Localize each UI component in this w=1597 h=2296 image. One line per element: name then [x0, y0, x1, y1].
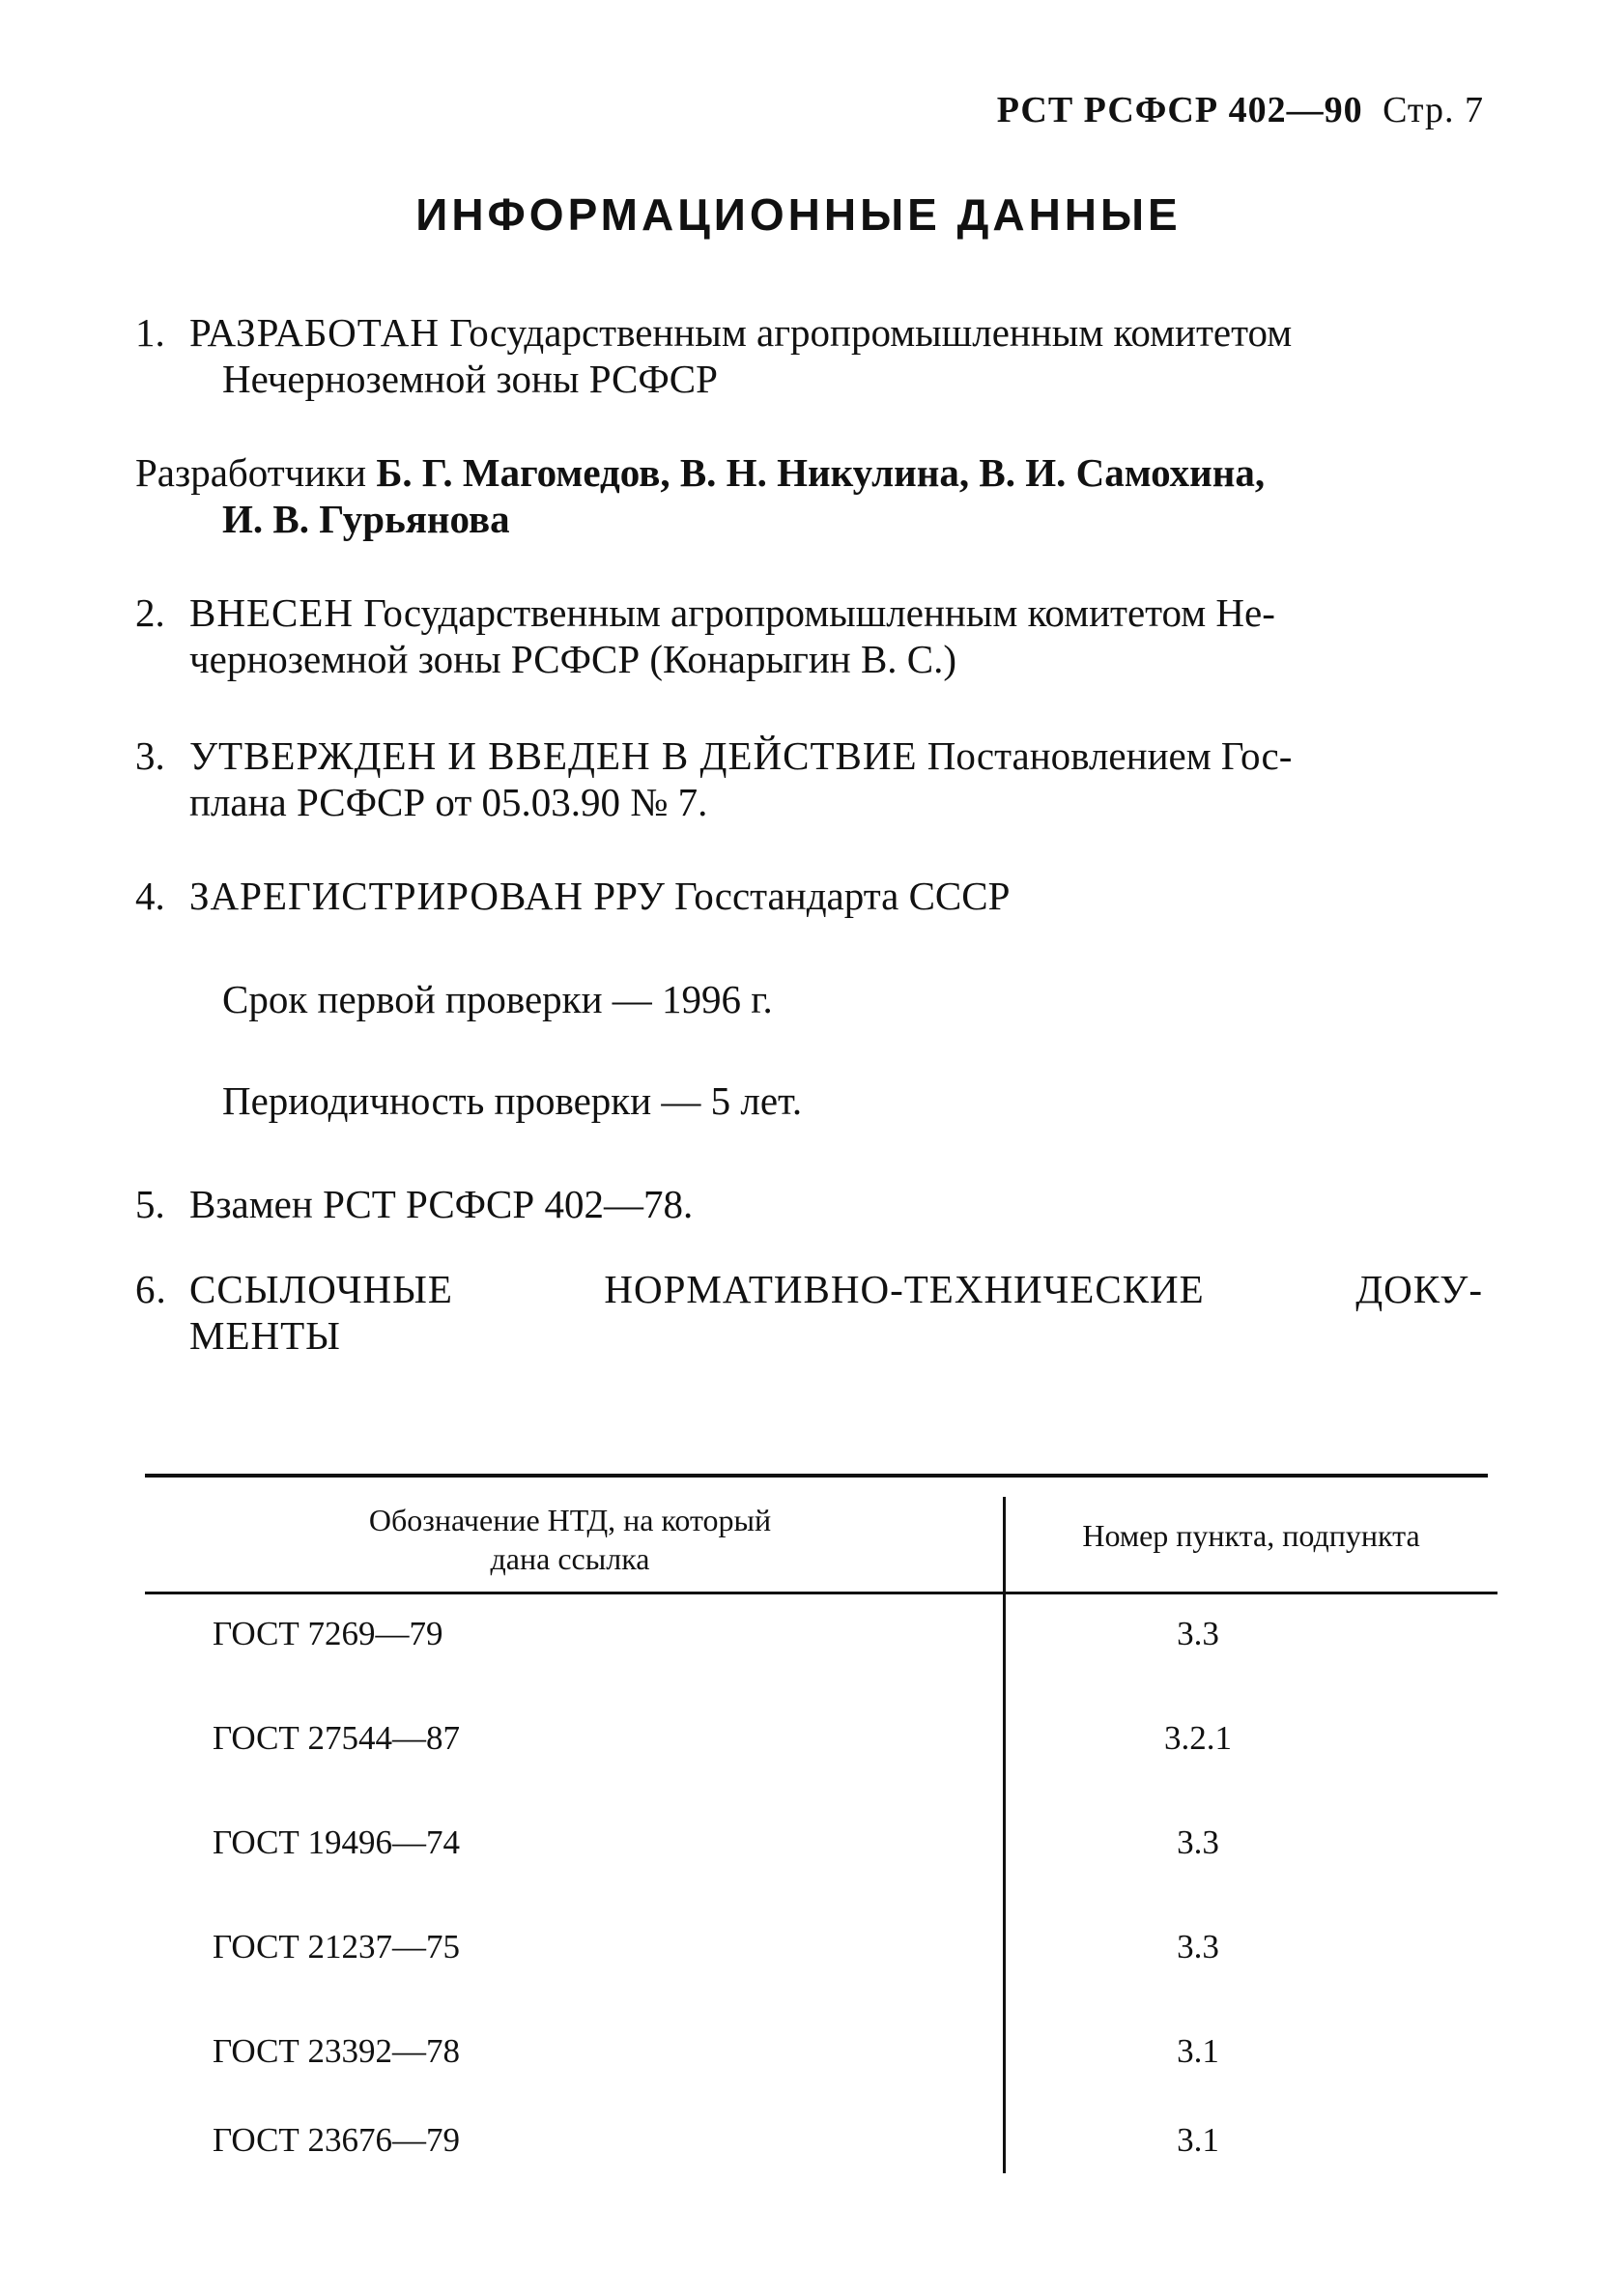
- item-1: [135, 309, 1483, 402]
- table-top-rule: [145, 1474, 1488, 1478]
- item-5: [135, 1181, 1483, 1227]
- item-heading-word: ДОКУ-: [1355, 1267, 1483, 1311]
- page-title: ИНФОРМАЦИОННЫЕ ДАННЫЕ: [415, 189, 1182, 240]
- item-heading: ВНЕСЕН: [189, 590, 354, 635]
- clause-number: 3.3: [1177, 1615, 1219, 1652]
- developers-label: Разработчики: [135, 450, 367, 495]
- item-2: [135, 589, 1483, 682]
- standard-designation: РСТ РСФСР 402—90: [996, 90, 1363, 130]
- table-row: [145, 1928, 1488, 1986]
- developers-names: Б. Г. Магомедов, В. Н. Никулина, В. И. Самохина,: [376, 450, 1266, 495]
- item-text-line: Нечерноземной зоны РСФСР: [222, 357, 718, 401]
- clause-number: 3.3: [1177, 1928, 1219, 1966]
- table-row: [145, 1719, 1488, 1777]
- ntd-designation: ГОСТ 23676—79: [213, 2121, 461, 2159]
- table-row: [145, 1823, 1488, 1881]
- item-number: 4.: [135, 874, 165, 918]
- item-heading-word: ССЫЛОЧНЫЕ: [189, 1267, 453, 1311]
- header-line: Обозначение НТД, на который: [368, 1503, 772, 1537]
- clause-number: 3.2.1: [1164, 1719, 1232, 1757]
- clause-number: 3.3: [1177, 1823, 1219, 1861]
- item-number: 1.: [135, 310, 165, 355]
- clause-number: 3.1: [1177, 2032, 1219, 2070]
- ntd-designation: ГОСТ 19496—74: [213, 1823, 461, 1861]
- item-number: 6.: [135, 1267, 167, 1311]
- item-text-line: плана РСФСР от 05.03.90 № 7.: [189, 780, 708, 824]
- item-number: 5.: [135, 1182, 165, 1226]
- item-4: [135, 873, 1483, 919]
- item-text: РРУ Госстандарта СССР: [593, 874, 1011, 918]
- item-number: 3.: [135, 733, 165, 778]
- item-heading: УТВЕРЖДЕН И ВВЕДЕН В ДЕЙСТВИЕ: [189, 733, 918, 778]
- first-check-term: Срок первой проверки — 1996 г.: [222, 977, 773, 1021]
- ntd-designation: ГОСТ 7269—79: [213, 1615, 443, 1652]
- item-number: 2.: [135, 590, 165, 635]
- check-periodicity: Периодичность проверки — 5 лет.: [222, 1078, 803, 1123]
- ntd-designation: ГОСТ 21237—75: [213, 1928, 461, 1966]
- ntd-designation: ГОСТ 23392—78: [213, 2032, 461, 2070]
- item-text: Взамен РСТ РСФСР 402—78.: [189, 1182, 694, 1226]
- item-heading: РАЗРАБОТАН: [189, 310, 440, 355]
- running-head: [997, 89, 1484, 131]
- header-line: дана ссылка: [490, 1541, 650, 1576]
- clause-number: 3.1: [1177, 2121, 1219, 2159]
- table-row: [145, 1615, 1488, 1673]
- developers: [135, 449, 1483, 542]
- item-heading-word: НОРМАТИВНО-ТЕХНИЧЕСКИЕ: [604, 1267, 1205, 1311]
- page-number: Стр. 7: [1383, 90, 1484, 130]
- item-heading-cont: МЕНТЫ: [189, 1313, 341, 1358]
- item-text-line: Постановлением Гос-: [927, 733, 1293, 778]
- table-header-clause: Номер пункта, подпункта: [1082, 1518, 1420, 1553]
- item-3: [135, 732, 1483, 825]
- table-row: [145, 2032, 1488, 2090]
- table-header-rule: [145, 1592, 1497, 1594]
- item-text-line: черноземной зоны РСФСР (Конарыгин В. С.): [189, 637, 957, 681]
- item-heading: ЗАРЕГИСТРИРОВАН: [189, 874, 585, 918]
- table-row: [145, 2121, 1488, 2179]
- developers-names-cont: И. В. Гурьянова: [222, 497, 510, 541]
- item-text-line: Государственным агропромышленным комитетом Не-: [363, 590, 1275, 635]
- ntd-designation: ГОСТ 27544—87: [213, 1719, 461, 1757]
- item-text-line: Государственным агропромышленным комитетом: [449, 310, 1293, 355]
- table-header-designation: [145, 1501, 995, 1578]
- item-6: [135, 1266, 1483, 1359]
